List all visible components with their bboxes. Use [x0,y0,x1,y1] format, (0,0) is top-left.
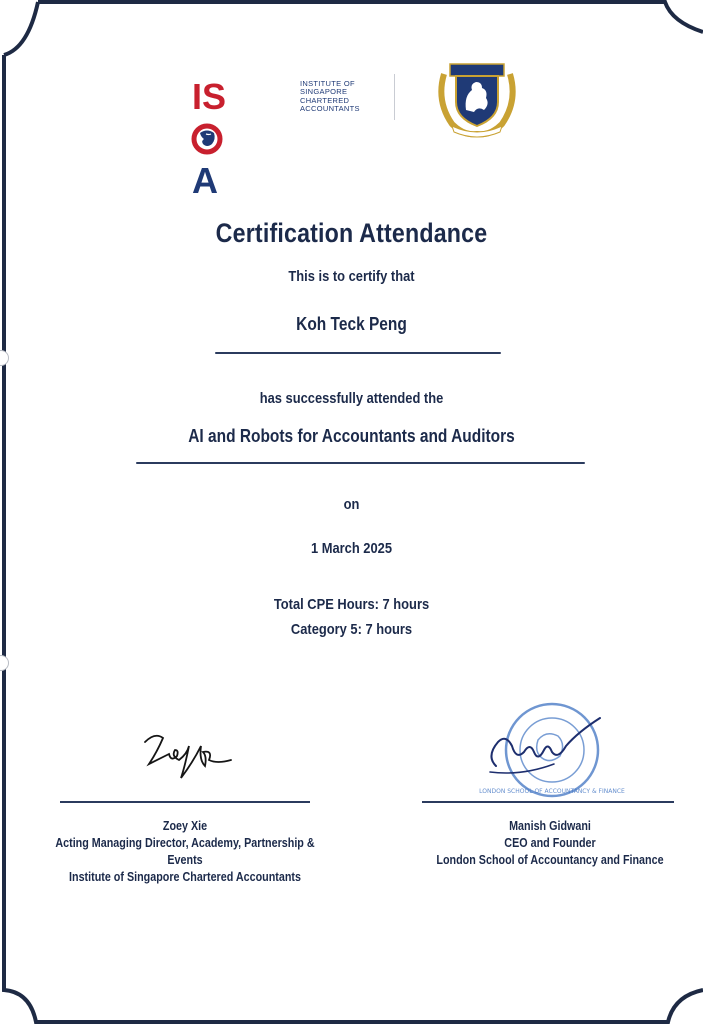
signature-line-right [422,801,674,803]
recipient-name: Koh Teck Peng [296,314,407,334]
signatory-name: Zoey Xie [162,819,208,833]
cpe-total: Total CPE Hours: 7 hours [273,596,430,613]
isca-subtitle: INSTITUTE OF SINGAPORE CHARTERED ACCOUNTANTS [300,79,360,113]
isca-wordmark: ISA [192,76,227,201]
signatory-left [43,818,327,886]
stamp-ring-text: LONDON SCHOOL OF ACCOUNTANCY & FINANCE [479,788,625,795]
logo-divider [394,74,395,120]
signature-manish-gidwani [482,712,612,782]
course-underline [136,462,585,464]
on-text: on [343,496,360,513]
event-date: 1 March 2025 [310,540,393,557]
signatory-organization: Institute of Singapore Chartered Accountants [69,870,301,884]
signatory-right [412,818,687,869]
signatory-title: CEO and Founder [504,836,596,850]
cpe-category: Category 5: 7 hours [290,621,413,638]
certificate-title: Certification Attendance [215,218,488,248]
signature-line-left [60,801,310,803]
logo-row [0,56,703,201]
intro-text: This is to certify that [288,268,415,285]
lion-head-icon [192,124,222,154]
signatory-organization: London School of Accountancy and Finance [436,853,664,867]
signatory-name: Manish Gidwani [509,819,591,833]
lsaf-crest-icon [434,56,520,138]
attended-text: has successfully attended the [259,390,444,407]
recipient-underline [215,352,501,354]
signatory-title: Acting Managing Director, Academy, Partnership & Events [55,836,315,867]
course-name: AI and Robots for Accountants and Auditors [188,426,515,446]
signature-zoey-xie [135,726,245,788]
